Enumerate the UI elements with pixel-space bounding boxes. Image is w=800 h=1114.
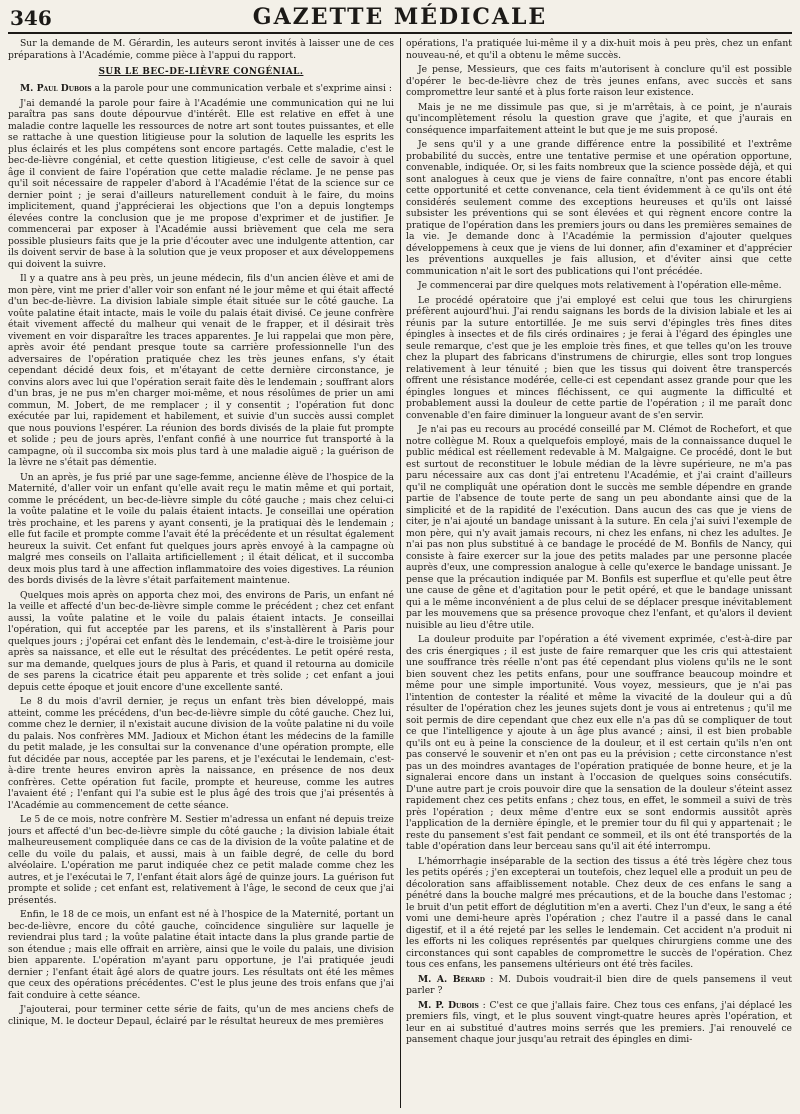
left-column	[8, 38, 394, 1108]
page-number: 346	[10, 6, 52, 30]
speaker-name: M. Paul Dubois	[20, 83, 92, 94]
dubois-reply	[406, 1000, 792, 1046]
paragraph: Un an après, je fus prié par une sage-femme, ancienne élève de l'hospice de la Maternité, d'aller voir un enfant qu'elle avait reçu le matin même et qui portait, comme le précédent, un bec-de-lièvre simple du côté gauche ; mais chez celui-ci la voûte palatine et le voile du palais étaient intacts. Je conseillai une opération très prochaine, et les parens y ayant consenti, je la pratiquai dès le lendemain ; elle fut facile et prompte comme l'avait été la précédente et un résultat également heureux la suivit. Cet enfant fut quelques jours après envoyé à la campagne où malgré mes conseils on l'allaita artificiellement ; il était délicat, et il succomba deux mois plus tard à une affection inflammatoire des voies digestives. La réunion des bords divisés de la lèvre s'était parfaitement maintenue.	[8, 471, 394, 586]
paragraph: J'ai demandé la parole pour faire à l'Académie une communication qui ne lui paraîtra pas sans doute dépourvue d'intérêt. Elle est relative en effet à une maladie contre laquelle les ressources de notre art sont toutes puissantes, et elle se rattache à une question litigieuse pour la solution de laquelle les esprits les plus éclairés et les plus compétens sont encore partagés. Cette maladie, c'est le bec-de-lièvre congénial, et cette question litigieuse, c'est celle de savoir à quel âge il convient de faire l'opération que cette maladie réclame. Je ne pense pas qu'il soit nécessaire de rappeler d'abord à l'Académie l'état de la science sur ce dernier point ; je serai d'ailleurs naturellement conduit à le faire, du moins implicitement, quand j'apprécierai les objections que l'on a depuis longtemps élevées contre la conclusion que je me propose d'exprimer et de justifier. Je commencerai par exposer à l'Académie aussi brièvement que cela me sera possible plusieurs faits que je la prie d'écouter avec une indulgente attention, car ils doivent servir de base à la solution que je veux proposer et aux développemens qui doivent la suivre.	[8, 97, 394, 270]
paragraph: Mais je ne me dissimule pas que, si je m'arrêtais, à ce point, je n'aurais qu'incomplètement résolu la question grave que j'agite, et que j'aurais en conséquence imparfaitement atteint le but que je me suis proposé.	[406, 101, 792, 136]
page-header	[8, 4, 792, 34]
section-title: SUR LE BEC-DE-LIÈVRE CONGÉNIAL.	[98, 67, 304, 77]
speaker-intro	[8, 83, 394, 95]
speaker-intro-text: a la parole pour une communication verbale et s'exprime ainsi :	[91, 83, 392, 94]
speaker-name: M. A. Bérard	[418, 973, 485, 985]
paragraph: opérations, l'a pratiquée lui-même il y a dix-huit mois à peu près, chez un enfant nouveau-né, et qu'il a obtenu le même succès.	[406, 38, 792, 61]
paragraph: L'hémorrhagie inséparable de la section des tissus a été très légère chez tous les petits opérés ; j'en excepterai un toutefois, chez lequel elle a produit un peu de décoloration sans affaiblissement notable. Chez deux de ces enfans le sang a pénétré dans la bouche malgré mes précautions, et de la bouche dans l'estomac ; le bruit d'un petit effort de déglutition m'en a averti. Chez l'un d'eux, le sang a été vomi une demi-heure après l'opération ; chez l'autre il a passé dans le canal digestif, et il a été rejeté par les selles le lendemain. Cet accident n'a produit ni les efforts ni les coliques représentés par quelques chirurgiens comme une des circonstances qui sont capables de compromettre le succès de l'opération. Chez tous ces enfans, les pansemens ultérieurs ont été très faciles.	[406, 855, 792, 970]
paragraph: Je pense, Messieurs, que ces faits m'autorisent à conclure qu'il est possible d'opérer le bec-de-lièvre chez de très jeunes enfans, avec succès et sans compromettre leur santé et à plus forte raison leur existence.	[406, 64, 792, 98]
paragraph: La douleur produite par l'opération a été vivement exprimée, c'est-à-dire par des cris énergiques ; il est juste de faire remarquer que les cris qui attestaient une souffrance très réelle n'ont pas été cependant plus violens qu'ils ne le sont bien souvent chez les petits enfans, pour une souffrance beaucoup moindre et même pour une simple importunité. Vous voyez, messieurs, que je n'ai pas l'intention de contester la réalité et même la vivacité de la douleur qui a dû résulter de l'opération chez les jeunes sujets dont je vous ai entretenus ; qu'il me soit permis de dire cependant que chez eux elle n'a pas dû se compliquer de tout ce que l'intelligence y ajoute à un âge plus avancé ; ainsi, il est bien probable qu'ils ont eu à peine la conscience de la douleur, et il est certain qu'ils n'en ont pas conservé le souvenir et n'en ont pas eu la prévision ; cette circonstance n'est pas un des moindres avantages de l'opération pratiquée de bonne heure, et je la signalerai encore dans un instant à l'occasion de quelques soins consécutifs. D'une autre part je crois pouvoir dire que la sensation de la douleur s'éteint assez rapidement chez ces petits enfans ; chez tous, en effet, le sommeil a suivi de très près l'opération ; deux même d'entre eux se sont endormis aussitôt après l'application de la dernière épingle, et le premier tour du fil qui y appartenait ; le reste du pansement s'est fait pendant ce sommeil, et ils ont été transportés de la table d'opération dans leur berceau sans qu'il ait été interrompu.	[406, 634, 792, 852]
paragraph: Je sens qu'il y a une grande différence entre la possibilité et l'extrême probabilité du succès, entre une tentative permise et une opération opportune, convenable, indiquée. Or, si les faits nombreux que la science possède déjà, et qui sont analogues à ceux que je viens de faire connaître, n'ont pas encore établi cette opportunité et cette convenance, cela tient évidemment à ce qu'ils ont été considérés seulement comme des exceptions heureuses et qu'ils ont laissé subsister les préventions qui se sont élevées et qui règnent encore contre la pratique de l'opération dans les premiers jours ou dans les premières semaines de la vie. Je demande donc à l'Académie la permission d'ajouter quelques développemens à ceux que je viens de lui donner, afin d'examiner et d'apprécier les préventions auxquelles je fais allusion, et d'éviter ainsi que cette communication n'ait le sort des publications qui l'ont précédée.	[406, 139, 792, 277]
paragraph: Il y a quatre ans à peu près, un jeune médecin, fils d'un ancien élève et ami de mon père, vint me prier d'aller voir son enfant né le jour même et qui était affecté d'un bec-de-lièvre. La division labiale simple était située sur le côté gauche. La voûte palatine était intacte, mais le voile du palais était divisé. Ce jeune confrère était vivement affecté du malheur qui venait de le frapper, et il désirait très vivement en voir disparaître les traces apparentes. Je lui rappelai que mon père, après avoir été pendant presque toute sa carrière professionnelle l'un des adversaires de l'opération pratiquée chez les très jeunes enfans, s'y était cependant décidé deux fois, et m'étayant de cette dernière circonstance, je convins alors avec lui que l'opération serait faite dès le lendemain ; souffrant alors d'un bras, je ne pus m'en charger moi-même, et nous résolûmes de prier un ami commun, M. Jobert, de me remplacer ; il y consentit ; l'opération fut donc exécutée par lui, rapidement et habilement, et suivie d'un succès aussi complet que nous pouvions l'espérer. La réunion des bords divisés de la plaie fut prompte et solide ; peu de jours après, l'enfant confié à une nourrice fut transporté à la campagne, où il succomba six mois plus tard à une maladie aiguë ; la guérison de la lèvre ne s'était pas démentie.	[8, 273, 394, 468]
paragraph: Quelques mois après on apporta chez moi, des environs de Paris, un enfant né la veille et affecté d'un bec-de-lièvre simple comme le précédent ; chez cet enfant aussi, la voûte palatine et le voile du palais étaient intacts. Je conseillai l'opération, qui fut acceptée par les parens, et ils s'installèrent à Paris pour quelques jours ; j'opérai cet enfant dès le lendemain, c'est-à-dire le troisième jour après sa naissance, et elle eut le résultat des précédentes. Le petit opéré resta, sur ma demande, quelques jours de plus à Paris, et quand il retourna au domicile de ses parens la cicatrice était peu apparente et très solide ; cet enfant a joui depuis cette époque et jouit encore d'une excellente santé.	[8, 589, 394, 693]
two-column-body	[8, 38, 792, 1108]
berard-question	[406, 974, 792, 997]
paragraph: Le procédé opératoire que j'ai employé est celui que tous les chirurgiens préfèrent aujourd'hui. J'ai rendu saignans les bords de la division labiale et les ai réunis par la suture entortillée. Je me suis servi d'épingles très fines dites épingles à insectes et de fils cirés ordinaires ; je ferai à l'égard des épingles une seule remarque, c'est que je les emploie très fines, et que telles qu'on les trouve chez la plupart des fabricans d'instrumens de chirurgie, elles sont trop longues relativement à leur ténuité ; bien que les tissus qui doivent être transpercés offrent une résistance modérée, celle-ci est cependant assez grande pour que les épingles longues et minces fléchissent, ce qui augmente la difficulté et probablement aussi la douleur de cette partie de l'opération ; il me paraît donc convenable d'en faire diminuer la longueur avant de s'en servir.	[406, 294, 792, 421]
intro-paragraph: Sur la demande de M. Gérardin, les auteurs seront invités à laisser une de ces préparations à l'Académie, comme pièce à l'appui du rapport.	[8, 38, 394, 61]
page	[8, 4, 792, 1110]
journal-title: GAZETTE MÉDICALE	[252, 4, 548, 30]
paragraph: Je commencerai par dire quelques mots relativement à l'opération elle-même.	[418, 280, 782, 291]
paragraph: Je n'ai pas eu recours au procédé conseillé par M. Clémot de Rochefort, et que notre collègue M. Roux a quelquefois employé, mais de la connaissance duquel le public médical est réellement redevable à M. Malgaigne. Ce procédé, dont le but est surtout de reconstituer le lobule médian de la lèvre supérieure, ne m'a pas paru nécessaire aux cas dont j'ai entretenu l'Académie, et j'ai craint d'ailleurs qu'il ne compliquât une opération dont le succès me semble dépendre en grande partie de l'absence de toute perte de sang un peu abondante ainsi que de la simplicité et de la rapidité de l'exécution. Dans aucun des cas que je viens de citer, je n'ai ajouté un bandage unissant à la suture. En cela j'ai suivi l'exemple de mon père, qui n'y avait jamais recours, ni chez les enfans, ni chez les adultes. Je n'ai pas non plus substitué à ce bandage le procédé de M. Bonfils de Nancy, qui consiste à faire exercer sur la joue des petits malades par une personne placée auprès d'eux, une compression analogue à celle qu'exerce le bandage unissant. Je pense que la précaution indiquée par M. Bonfils est superflue et qu'elle peut être une cause de gêne et d'agitation pour le petit opéré, et que le bandage unissant qui a le même inconvénient a de plus celui de se déplacer presque inévitablement par les mouvemens que sa présence provoque chez l'enfant, et qu'alors il devient nuisible au lieu d'être utile.	[406, 424, 792, 631]
right-column	[406, 38, 792, 1108]
paragraph: Le 8 du mois d'avril dernier, je reçus un enfant très bien développé, mais atteint, comme les précédens, d'un bec-de-lièvre simple du côté gauche. Chez lui, comme chez le dernier, il n'existait aucune division de la voûte palatine ni du voile du palais. Nos confrères MM. Jadioux et Michon étant les médecins de la famille du petit malade, je les consultai sur la convenance d'une opération prompte, elle fut décidée par nous, acceptée par les parens, et je l'exécutai le lendemain, c'est-à-dire trente heures environ après la naissance, en présence de nos deux confrères. Cette opération fut facile, prompte et heureuse, comme les autres l'avaient été ; l'enfant qui l'a subie est le plus âgé des trois que j'ai présentés à l'Académie au commencement de cette séance.	[8, 696, 394, 811]
column-divider	[400, 38, 401, 1108]
speaker-name: M. P. Dubois	[418, 999, 479, 1011]
question-text: : M. Dubois voudrait-il bien dire de quels pansemens il veut parler ?	[406, 973, 792, 996]
paragraph: J'ajouterai, pour terminer cette série de faits, qu'un de mes anciens chefs de clinique, M. le docteur Depaul, éclairé par le résultat heureux de mes premières	[8, 1004, 394, 1027]
paragraph: Le 5 de ce mois, notre confrère M. Sestier m'adressa un enfant né depuis treize jours et affecté d'un bec-de-lièvre simple du côté gauche ; la division labiale était malheureusement compliquée dans ce cas de la division de la voûte palatine et de celle du voile du palais, et aussi, mais à un faible degré, de celle du bord alvéolaire. L'opération me parut indiquée chez ce petit malade comme chez les autres, et je l'exécutai le 7, l'enfant était alors âgé de quinze jours. La guérison fut prompte et solide ; cet enfant est, relativement à l'âge, le second de ceux que j'ai présentés.	[8, 814, 394, 906]
reply-text: : C'est ce que j'allais faire. Chez tous ces enfans, j'ai déplacé les premiers fils, vingt, et le plus souvent vingt-quatre heures après l'opération, et leur en ai substitué d'autres moins serrés que les premiers. J'ai renouvelé ce pansement chaque jour jusqu'au retrait des épingles en dimi-	[406, 999, 792, 1045]
paragraph: Enfin, le 18 de ce mois, un enfant est né à l'hospice de la Maternité, portant un bec-de-lièvre, encore du côté gauche, coïncidence singulière sur laquelle je reviendrai plus tard ; la voûte palatine était intacte dans la plus grande partie de son étendue ; mais elle offrait en arrière, ainsi que le voile du palais, une division bien apparente. L'opération m'ayant paru opportune, je l'ai pratiquée jeudi dernier ; l'enfant était âgé alors de quatre jours. Les résultats ont été les mêmes que ceux des opérations précédentes. C'est le plus jeune des trois enfans que j'ai fait conduire à cette séance.	[8, 909, 394, 1001]
